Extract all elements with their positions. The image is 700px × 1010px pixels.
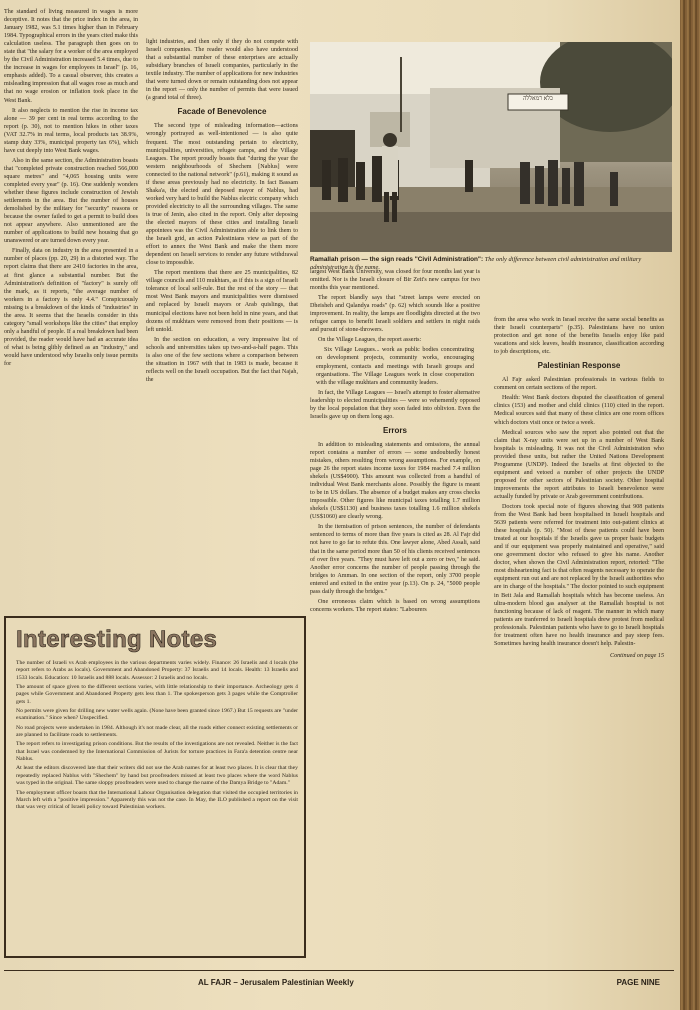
note-item: The amount of space given to the different sections varies, with little relationship to their importance. Archeology gets 4 pages while Government and Abandoned Property gets less than 1. The spokesperson gets 3 pages while the Comptroller gets 1. <box>16 684 298 705</box>
paragraph: Doctors took special note of figures showing that 908 patients from the West Bank had been hospitalised in Israeli hospitals and 5639 patients were referred for treatment into out-patient clinics at these hospitals (p. 50). "Most of these patients could have been treated at our hospitals if the Israelis gave us proper basic budgets and if our equipment was properly maintained and operative," said one government doctor who refused to give his name. Another doctor, when shown the Civil Administration report, retorted: "The most disheartening fact is that often reagents necessary to operate the equipment run out and are not replaced by the Israeli authorities who are in charge of the hospitals." The doctor pointed to such equipment in Beit Jala and Ramallah hospitals which has become useless. An ultra-modern blood gas analyser at the Ramallah hospital is not functioning because of lack of reagent. The manner in which many patients are tranferred to Israeli hospitals drew protest from medical professionals. Palestinian patients who have to go to Israeli hospitals for treatment often have no health insurance and pay steep fees. Sometimes having health insurance doesn't help. Palestin- <box>494 503 664 647</box>
paragraph: One erroneous claim which is based on wrong assumptions concerns workers. The report states: "Labourers <box>310 598 480 613</box>
notes-list <box>16 660 298 814</box>
article-column-3 <box>310 268 480 963</box>
note-item: The number of Israeli vs Arab employees in the various departments varies widely. Finance: 26 Israelis and 4 locals (the report refers to Arabs as locals). Government and Abandoned Property: 37 Israelis and 14 locals. Health: 13 Israelis and 1533 locals. Education: 10 Israelis and 888 locals. Assessor: 2 Israelis and no locals. <box>16 660 298 681</box>
paragraph: Medical sources who saw the report also pointed out that the claim that X-ray units were set up in a number of West Bank hospitals is misleading. It was not the Civil Administration who provided these units, but rather the United Nations Development Programme (UNDP). Indeed the Israelis at first objected to the equipment and vetoed a number of other projects the UNDP proposed for other sectors of Palestinian society. Other hospital improvements the report attributes to Israeli benevolence were actually funded by private or Arab government contributions. <box>494 429 664 500</box>
prison-photo <box>310 42 672 252</box>
article-column-2 <box>146 38 298 613</box>
paragraph: The second type of misleading information—actions wrongly portrayed as well-intentioned — is also quite frequent. The most outstanding pertain to electricity, municipalities, universities, refugee camps, and the Village Leagues. The report proudly boasts that "during the year the western neighbourhoods of Shechem [Nablus] were connected to the national network" (p.61), making it sound as if these areas previously had no electricity. In fact Bassam Shaka'a, the elected and deposed mayor of Nablus, had worked very hard to build the Nablus electric company which provided electricity to all the surrounding villages. The same is true of Jenin, also cited in the report. Only after deposing the elected mayors of these cities and installing Israeli appointees was the Civil Administration able to link them to the Israeli grid, an action Palestinians view as part of the effort to annex the West Bank and make the them more dependent on Israeli services to render any future withdrawal close to impossible. <box>146 123 298 267</box>
publication-name: AL FAJR – Jerusalem Palestinian Weekly <box>198 978 354 987</box>
paragraph: In the section on education, a very impressive list of schools and universities takes up two-and-a-half pages. This is also one of the few sections where a comparison between the situation in 1967 with that in 1983 is made, because it reflects well on the Israeli occupation. But the fact that Najah, the <box>146 336 298 383</box>
continued-note: Continued on page 15 <box>610 652 664 659</box>
paragraph: Finally, data on industry in the area presented in a number of places (pp. 20, 29) in a distorted way. The report claims that there are 2410 factories in the area, at first glance a substantial number. But the Administration's definition of "factory" is surely off the mark, as it reports, "the average number of workers in a factory is only 4.4." Conspicuously missing is a breakdown of the kinds of "industries" in the area. It seems that the Israelis consider in this category "small workshops like the cities" that employ only a handful of people. If a real breakdown had been provided, the reader would have had an accurate idea of what is being glibly defined as an "industry," and would have understood why Israelis only issue permits for <box>4 248 138 368</box>
paragraph: It also neglects to mention the rise in income tax alone — 39 per cent in real terms according to the report (p. 30), not to mention hikes in other taxes (VAT 32.7% in real terms, local products tax 38.9%, stamp duty 33%, municipal property tax 6%), which have cut deeply into West Bank wages. <box>4 107 138 154</box>
footer-rule <box>4 970 674 971</box>
article-column-1 <box>4 8 138 618</box>
paragraph: The standard of living measured in wages is more deceptive. It notes that the price index in the area, in January 1982, was 5.1 times higher than in February 1984. Typographical errors in the years cited make this calculation useless. The paragraph then goes on to state that "the salary for a worker of the area employed by the Civil Administration increased 5.4 times, due to the increase in wages for employees in Israel" (p. 16, emphasis added). To a casual observer, this creates a misleading impression that all wages rose as much and that no wage erosion or inflation took place in the West Bank. <box>4 9 138 104</box>
notes-title: Interesting Notes <box>16 626 218 653</box>
note-item: The report refers to investigating prison conditions. But the results of the investigations are not revealed. Neither is the fact that Israel was condemned by the International Commission of Jurists for torture practices in Fara'a detention centre near Nablus. <box>16 741 298 763</box>
paragraph: In fact, the Village Leagues — Israel's attempt to foster alternative leadership to elected municipalities — were so vehemently opposed by the local population that they soon faded into oblivion. Even the Israelis gave up on them long ago. <box>310 389 480 420</box>
page-number: PAGE NINE <box>616 978 660 987</box>
photo-illustration <box>310 42 672 252</box>
paragraph: On the Village Leagues, the report asserts: <box>318 337 422 344</box>
paragraph: from the area who work in Israel receive the same social benefits as their Israeli counterparts" (p.35). Palestinians have no union protection and get none of the benefits Israelis enjoy like paid vacations and sick leaves, health insurance, classification according to job descriptions, etc. <box>494 317 664 356</box>
paragraph: In addition to misleading statements and omissions, the annual report contains a number of errors — some undoubtedly honest mistakes, others resulting from wrong assumptions. For example, on page 26 the report states income taxes for 1984 reached 7.4 million shekels (US$4900). This amount was collected from a handful of individual West Bank merchants alone. Possibly the figure is meant to be in US dollars. The absence of a budget makes any cross checks impossible. Other figures like municipal taxes totalling 1.7 million shekels (US$1130) and business taxes totalling 1.6 million shekels (US$1060) are clearly wrong. <box>310 441 480 521</box>
note-item: No road projects were undertaken in 1984. Although it's not made clear, all the roads either connect existing settlements or are planned to facilitate roads to settlements. <box>16 724 298 739</box>
paragraph: largest West Bank University, was closed for four months last year is omitted. Nor is the Israeli closure of Bir Zeit's new campus for two months this year mentioned. <box>310 269 480 292</box>
book-binding <box>680 0 700 1010</box>
note-item: The employment officer boasts that the International Labour Organisation delegation that visited the occupied territories in March left with a "positive impression." Apparently this was not the case. In May, the ILO published a report on the visit that was very critical of Israeli policy toward Palestinian workers. <box>16 789 298 811</box>
page-footer <box>0 970 680 994</box>
paragraph: Health: West Bank doctors disputed the classification of general clinics (153) and mother and child clinics (110) cited in the report. Medical sources said that many of these clinics are one room offices which doctors visit once or twice a week. <box>494 395 664 426</box>
note-item: No permits were given for drilling new water wells again. (None have been granted since 1967.) But 15 requests are "under examination." Since when? Unspecified. <box>16 708 298 722</box>
note-item: At least the editors discovered late that their writers did not use the Arab names for at least two places. It is clear that they repeatedly replaced Nablus with "Shechem" by hand but proofreaders missed at least two places where the word Nablus was typed in the original. The same sloppy proofreaders were used to change the name of the Damya Bridge to "Adam." <box>16 765 298 787</box>
interesting-notes-box <box>4 616 306 958</box>
caption-title: Ramallah prison — the sign reads "Civil Administration": <box>310 256 484 263</box>
section-heading: Errors <box>382 425 407 435</box>
caption-text: The only difference between civil administration and military administration is the name. <box>310 256 642 271</box>
article-column-4 <box>494 316 664 946</box>
paragraph: The report mentions that there are 25 municipalities, 82 village councils and 110 mukhtars, as if this is a sign of Israeli tolerance of local self-rule. But the rest of the story — that most West Bank mayors and municipalities were dismissed and replaced by Israeli mayors or Arab quislings, that municipal elections have not been held in nine years, and that dozens of mukhtars were removed from their positions — is left untold. <box>146 270 298 333</box>
paragraph: Also in the same section, the Administration boasts that "completed private construction reached 566,000 square metres" and "4,065 housing units were completed every year" (p. 16). One suddenly wonders whether these figures include construction of Jewish settlements in the area. But the number of houses demolished by the military for "security" reasons or because the owner failed to get a permit to build does not appear anywhere. Also unmentioned are the number of applications to build new housing that go unanswered or are turned down every year. <box>4 157 138 245</box>
section-heading: Palestinian Response <box>537 361 621 371</box>
prison-sign: כלא רמאללה <box>522 96 553 102</box>
block-quote: Six Village Leagues... work as public bodies concentrating on development projects, community works, encouraging employment, contacts and meetings with Israeli groups and organisations. The Village Leagues work in close cooperation with the village mukhtars and community leaders. <box>316 347 474 386</box>
paragraph: Al Fajr asked Palestinian professionals in various fields to comment on certain sections of the report. <box>494 377 664 392</box>
section-heading: Facade of Benevolence <box>177 107 267 117</box>
paragraph: The report blandly says that "street lamps were erected on Dheisheh and Qalandya roads" (p. 62) which sounds like a positive improvement. In reality, the lamps are floodlights directed at the two refugee camps to benefit Israeli soldiers and settlers in night raids and pursuit of stone-throwers. <box>310 295 480 334</box>
paragraph: light industries, and then only if they do not compete with Israeli companies. The reader would also have understood that a substantial number of these enterprises are actually subsidiary branches of Israeli companies, particularly in the textile industry. The number of applications for new industries that were turned down or remain outstanding does not appear in the report — only the number of permits that were issued (a grand total of three). <box>146 39 298 102</box>
paragraph: In the itemisation of prison sentences, the number of defendants sentenced to terms of more than five years is cited as 28. Al Fajr did not have to go far to refute this. One lawyer alone, Abed Assali, said that in the same period more than 50 of his clients received sentences of over five years. "They must have left out a zero or two," he said. Another error concerns the number of people passing through the bridges to Amman. In one section of the report, only 3700 people entered and exited in the entire year (p.13). On p. 24, "5000 people pass daily through the bridges." <box>310 524 480 595</box>
